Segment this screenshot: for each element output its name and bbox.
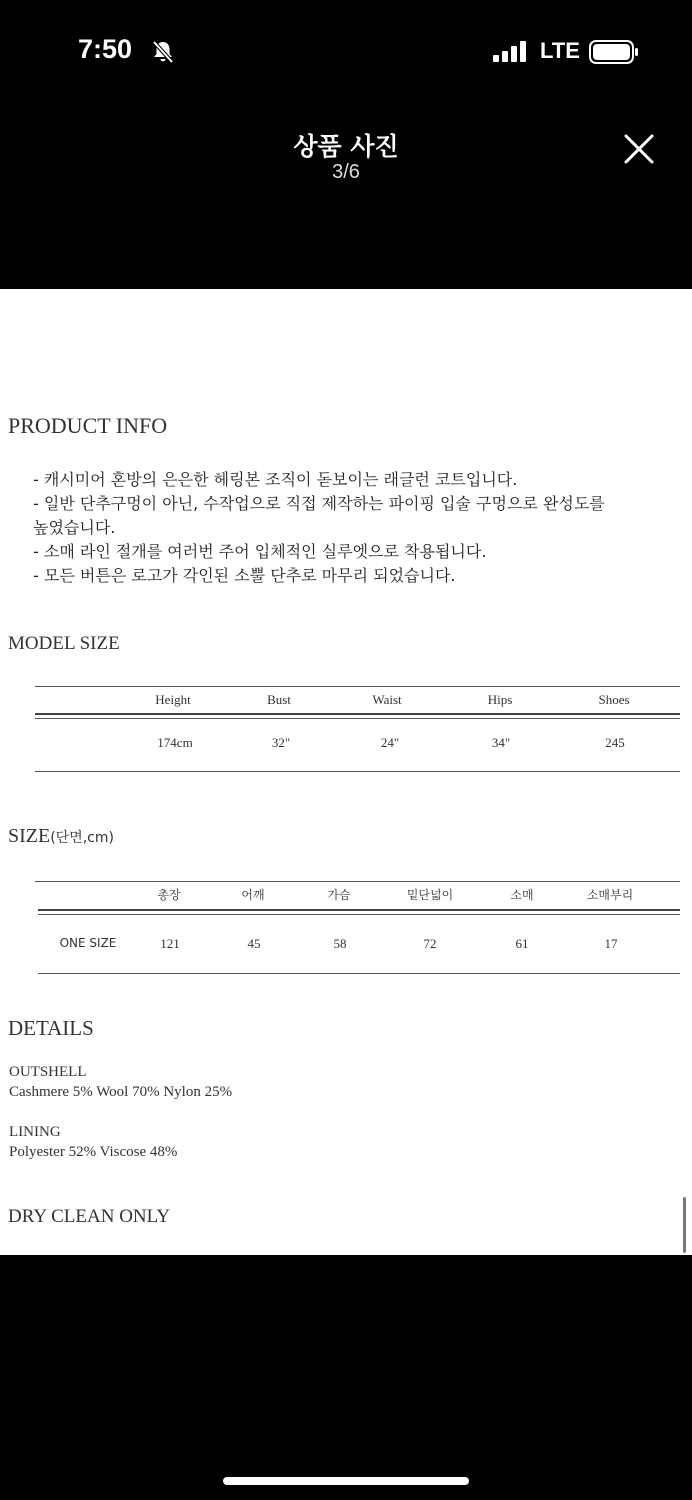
size-header: 소매부리 [586,888,634,902]
size-value: 61 [515,936,529,951]
size-header: 가슴 [327,888,351,902]
model-size-header: Bust [267,692,291,707]
product-info-line: 높였습니다. [33,518,116,537]
size-heading-text: SIZE [8,825,51,847]
model-size-header: Hips [487,692,513,707]
lining-value: Polyester 52% Viscose 48% [9,1144,178,1160]
size-value: 58 [333,936,347,951]
model-size-value: 32" [271,735,291,750]
divider [38,973,680,974]
scrollbar[interactable] [683,1197,686,1253]
divider [35,686,680,687]
size-value: 121 [160,936,180,951]
model-size-value: 245 [605,735,625,750]
product-info-list [33,468,605,588]
size-header: 어깨 [241,888,265,902]
care-instruction: DRY CLEAN ONLY [8,1206,171,1227]
model-size-header: Waist [372,692,402,707]
model-size-value: 174cm [157,735,193,750]
outshell-label: OUTSHELL [9,1064,87,1080]
divider [35,881,680,882]
lining-label: LINING [9,1124,61,1140]
product-image[interactable] [0,289,692,1255]
model-size-value: 24" [380,735,400,750]
silent-bell-icon [150,39,176,65]
size-value: 45 [247,936,261,951]
status-bar [0,0,692,100]
home-indicator[interactable] [223,1477,469,1485]
divider [35,771,680,772]
viewer-title: 상품 사진 [293,132,399,161]
battery-icon [589,40,639,64]
model-size-header: Shoes [598,692,630,707]
size-header: 총장 [157,888,181,902]
model-size-heading: MODEL SIZE [8,633,120,654]
size-value: 17 [604,936,618,951]
product-info-line: - 소매 라인 절개를 여러번 주어 입체적인 실루엣으로 착용됩니다. [33,542,487,561]
divider [35,718,680,719]
outshell-value: Cashmere 5% Wool 70% Nylon 25% [9,1084,233,1100]
size-value: 72 [423,936,437,951]
network-type: LTE [540,38,580,63]
image-counter: 3/6 [332,161,360,183]
cellular-signal-icon [492,40,528,64]
size-row-label: ONE SIZE [59,936,117,950]
details-heading: DETAILS [8,1016,94,1040]
size-header: 밑단넓이 [406,888,454,902]
product-info-line: - 일반 단추구멍이 아닌, 수작업으로 직접 제작하는 파이핑 입술 구멍으로 완성도를 [33,494,605,513]
status-time: 7:50 [78,34,133,64]
size-header: 소매 [510,888,534,902]
model-size-header: Height [155,692,191,707]
product-info-line: - 캐시미어 혼방의 은은한 헤링본 조직이 돋보이는 래글런 코트입니다. [33,470,518,489]
model-size-value: 34" [491,735,511,750]
product-info-heading: PRODUCT INFO [8,413,168,438]
divider [38,914,680,915]
divider [35,713,680,715]
size-heading [8,825,114,848]
size-heading-unit: (단면,cm) [50,830,114,846]
divider [38,909,680,911]
product-info-line: - 모든 버튼은 로고가 각인된 소뿔 단추로 마무리 되었습니다. [33,566,456,585]
close-icon[interactable] [619,129,659,169]
